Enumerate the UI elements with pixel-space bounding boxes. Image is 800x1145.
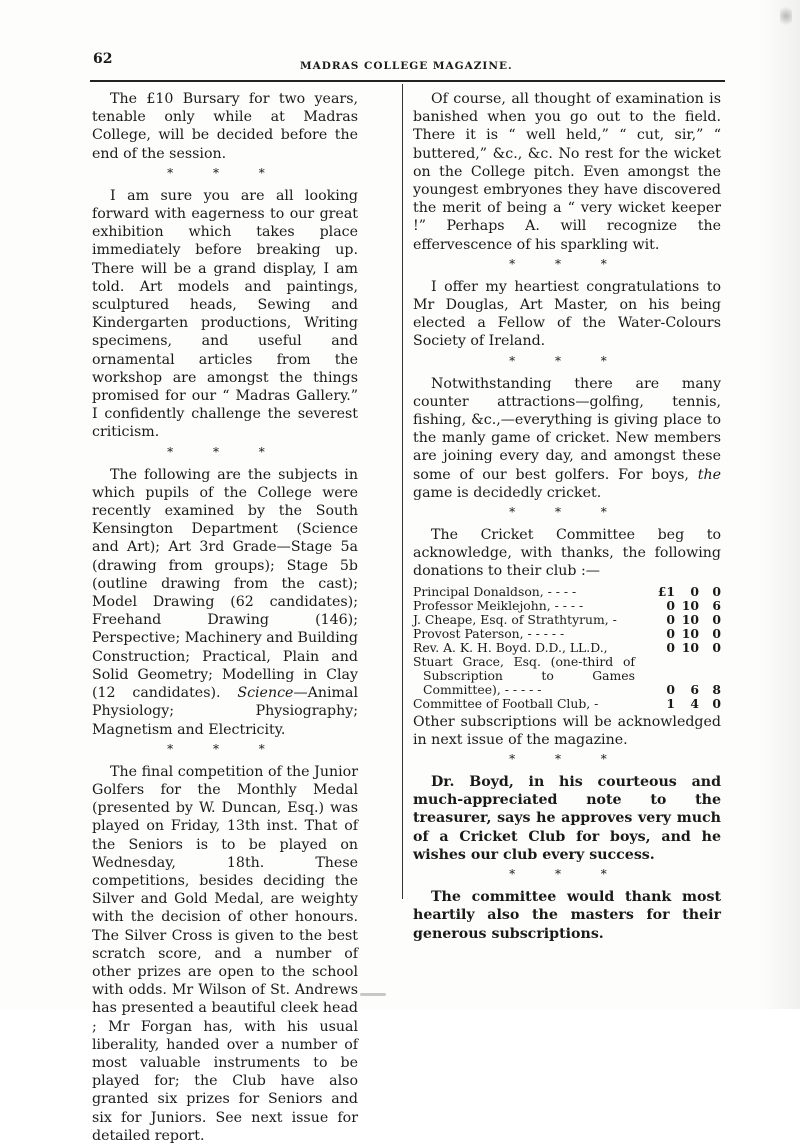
donation-amount <box>635 585 721 599</box>
amount-shillings: 0 <box>690 583 699 599</box>
left-column <box>92 90 358 1145</box>
section-separator: * * * <box>167 165 283 180</box>
donation-row <box>413 613 721 627</box>
amount-pounds: £1 <box>657 583 675 599</box>
amount-pounds: 0 <box>666 681 675 697</box>
donor-name: Committee of Football Club, - <box>413 695 599 711</box>
science-heading: Science <box>237 685 294 702</box>
donor-name: Principal Donaldson, - - - - <box>413 583 577 599</box>
section-separator: * * * <box>509 353 625 368</box>
amount-pounds: 1 <box>666 695 675 711</box>
donation-row <box>413 599 721 613</box>
donor-name: Provost Paterson, - - - - - <box>413 625 565 641</box>
amount-pounds: 0 <box>666 597 675 613</box>
amount-pence: 8 <box>712 681 721 697</box>
donor-name: Rev. A. K. H. Boyd. D.D., LL.D., <box>413 639 608 655</box>
cricket-popularity-paragraph <box>413 375 721 502</box>
donor-name: Professor Meiklejohn, - - - - <box>413 597 584 613</box>
cricket-text: Notwithstanding there are many counter attractions—golfing, tennis, fishing, &c.,—everything is giving place to the manly game of cricket. New members are joining every day, and amongst these some of our best golfers. For boys, <box>413 375 721 483</box>
donation-amount <box>635 641 721 655</box>
bursary-paragraph: The £10 Bursary for two years, tenable only while at Madras College, will be decided before the end of the session. <box>92 91 358 162</box>
amount-pounds: 0 <box>666 625 675 641</box>
amount-shillings: 10 <box>681 597 699 613</box>
amount-shillings: 6 <box>690 681 699 697</box>
section-separator: * * * <box>167 741 283 756</box>
section-separator: * * * <box>509 752 625 767</box>
donor-name: J. Cheape, Esq. of Strathtyrum, - <box>413 611 617 627</box>
donation-row <box>413 627 721 641</box>
section-separator: * * * <box>167 444 283 459</box>
donation-amount <box>635 599 721 613</box>
amount-shillings: 10 <box>681 625 699 641</box>
amount-shillings: 10 <box>681 611 699 627</box>
amount-pence: 0 <box>712 583 721 599</box>
masters-thanks-paragraph: The committee would thank most heartily also the masters for their generous subscriptions. <box>413 889 721 942</box>
donation-row <box>413 697 721 711</box>
header-rule <box>90 80 725 82</box>
running-head: MADRAS COLLEGE MAGAZINE. <box>300 60 513 72</box>
page-number: 62 <box>93 51 113 67</box>
other-subscriptions-paragraph: Other subscriptions will be acknowledged in next issue of the magazine. <box>413 713 721 748</box>
page-edge-shadow <box>760 0 800 1009</box>
section-separator: * * * <box>509 256 625 271</box>
amount-pounds: 0 <box>666 639 675 655</box>
amount-pounds: 0 <box>666 611 675 627</box>
amount-pence: 6 <box>712 597 721 613</box>
dr-boyd-paragraph: Dr. Boyd, in his courteous and much-appreciated note to the treasurer, says he approves very much of a Cricket Club for boys, and he wishes our club every success. <box>413 774 721 863</box>
examination-subjects-paragraph <box>92 466 358 739</box>
donation-amount <box>635 627 721 641</box>
committee-thanks-paragraph: The Cricket Committee beg to acknowledge, with thanks, the following donations to their club :— <box>413 527 721 580</box>
right-column <box>413 90 721 943</box>
donations-list <box>413 585 721 711</box>
donation-amount <box>635 697 721 711</box>
amount-pence: 0 <box>712 625 721 641</box>
donation-amount <box>635 683 721 697</box>
amount-shillings: 10 <box>681 639 699 655</box>
amount-pence: 0 <box>712 611 721 627</box>
bottom-smudge <box>360 993 386 996</box>
donation-row <box>413 655 721 697</box>
donor-name: Stuart Grace, Esq. (one-third of Subscription to Games Committee), - - - - - <box>413 653 635 697</box>
exhibition-paragraph: I am sure you are all looking forward with eagerness to our great exhibition which takes place immediately before breaking up. There will be a grand display, I am told. Art models and paintings, sculptured heads, Sewing and Kindergarten productions, Writing specimens, and useful and ornamental articles from the workshop are amongst the things promised for our “ Madras Gallery.” I confidently challenge the severest criticism. <box>92 187 358 441</box>
cricket-field-paragraph: Of course, all thought of examination is banished when you go out to the field. There it is “ well held,” “ cut, sir,” “ buttered,” &c., &c. No rest for the wicket on the College pitch. Even amongst the youngest embryones they have discovered the merit of being a “ very wicket keeper !” Perhaps A. will recognize the effervescence of his sparkling wit. <box>413 91 721 253</box>
emphasis-the: the <box>697 466 721 483</box>
corner-smudge <box>780 4 792 28</box>
amount-pence: 0 <box>712 639 721 655</box>
amount-shillings: 4 <box>690 695 699 711</box>
column-divider <box>402 84 403 899</box>
donation-row <box>413 585 721 599</box>
section-separator: * * * <box>509 505 625 520</box>
amount-pence: 0 <box>712 695 721 711</box>
section-separator: * * * <box>509 867 625 882</box>
science-subjects-text: —Animal Physiology; Physiography; Magnetism and Electricity. <box>92 685 358 738</box>
cricket-text-end: game is decidedly cricket. <box>413 484 602 501</box>
golf-competition-paragraph: The final competition of the Junior Golfers for the Monthly Medal (presented by W. Duncan, Esq.) was played on Friday, 13th inst. That of the Seniors is to be played on Wednesday, 18th. These competitions, besides deciding the Silver and Gold Medal, are weighty with the decision of other honours. The Silver Cross is given to the best scratch score, and a number of other prizes are open to the school with odds. Mr Wilson of St. Andrews has presented a beautiful cleek head ; Mr Forgan has, with his usual liberality, handed over a number of most valuable instruments to be played for; the Club have also granted six prizes for Seniors and six for Juniors. See next issue for detailed report. <box>92 763 358 1144</box>
subjects-text: The following are the subjects in which pupils of the College were recently examined by the South Kensington Department (Science and Art); Art 3rd Grade—Stage 5a (drawing from groups); Stage 5b (outline drawing from the cast); Model Drawing (62 candidates); Freehand Drawing (146); Perspective; Machinery and Building Construction; Practical, Plain and Solid Geometry; Modelling in Clay (12 candidates). <box>92 466 358 702</box>
donation-amount <box>635 613 721 627</box>
congratulations-paragraph: I offer my heartiest congratulations to Mr Douglas, Art Master, on his being elected a Fellow of the Water-Colours Society of Ireland. <box>413 278 721 350</box>
donation-row <box>413 641 721 655</box>
